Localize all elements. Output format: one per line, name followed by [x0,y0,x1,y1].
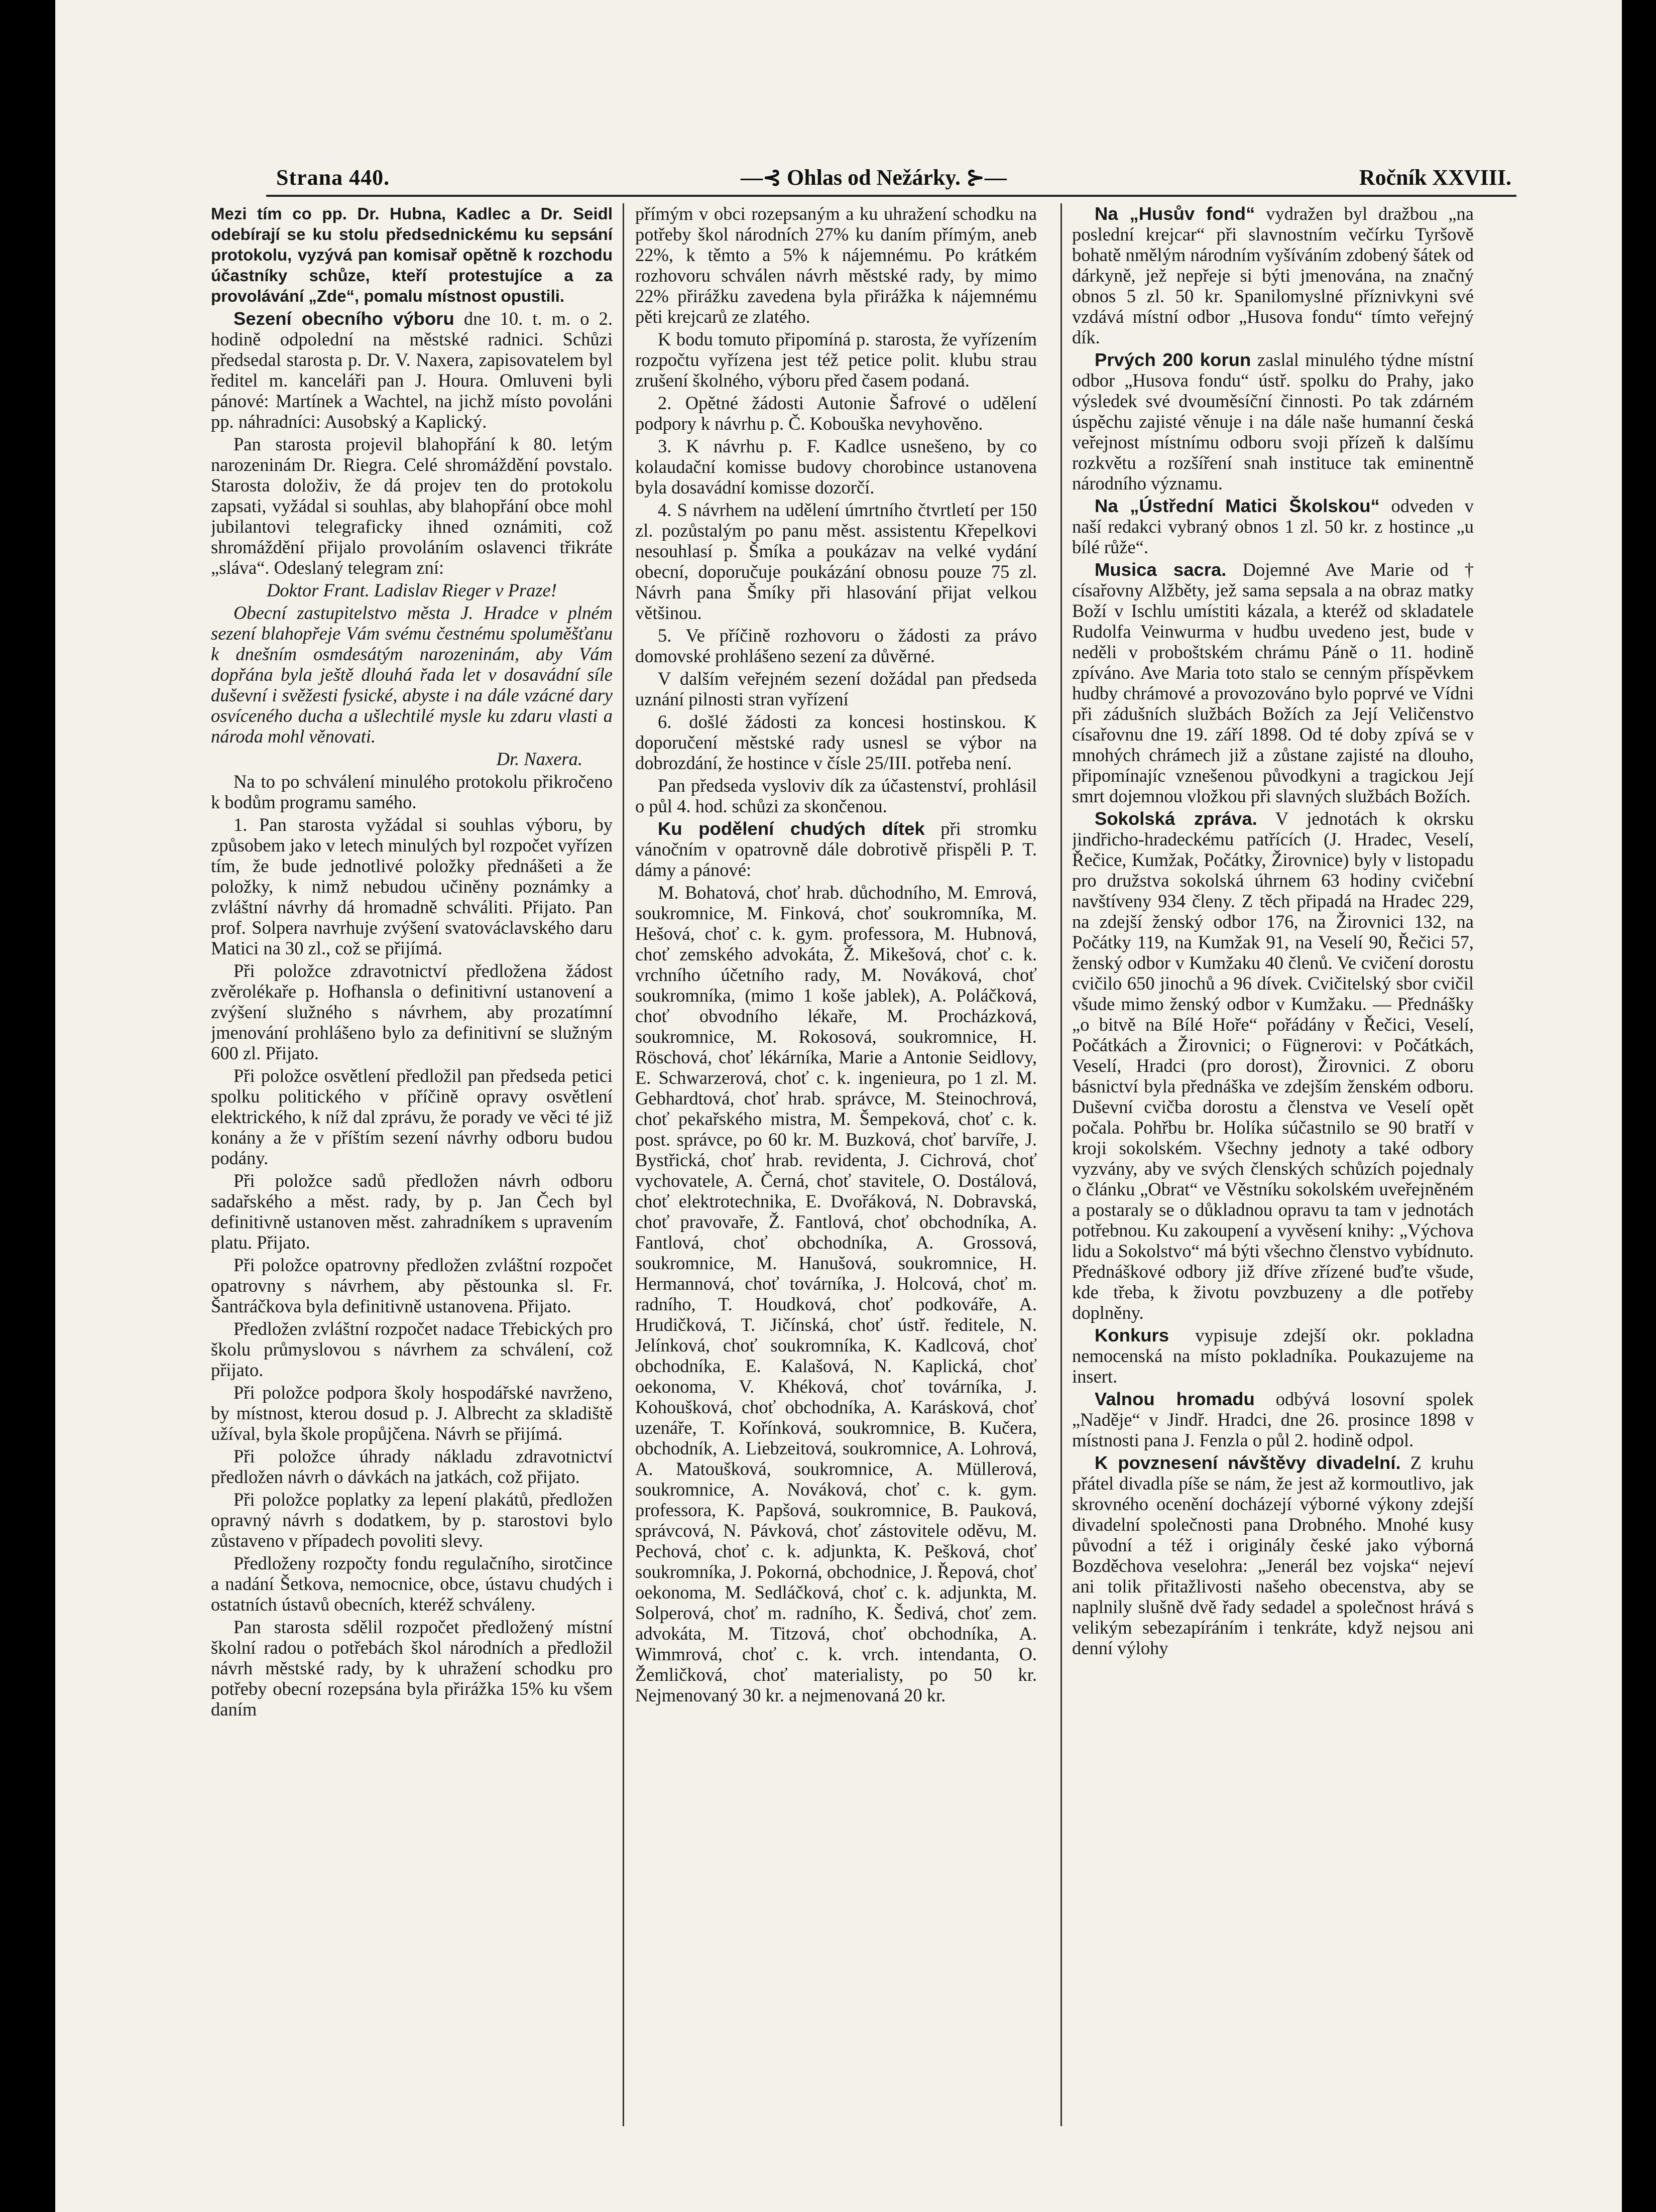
telegram-body: Obecní zastupitelstvo města J. Hradce v plném sezení blahopřeje Vám svému čestnému spoluměšťanu k dnešním osmdesátým narozeninám, aby Vám dopřána byla ještě dlouhá řada let v dosavádní síle duševní i svěžesti fysické, abyste i na dále vzácné dary osvíceného ducha a ušlechtilé mysle ku zdaru vlasti a národa mohl věnovati. [211,602,613,747]
article-text: zaslal minulého týdne místní odbor „Husova fondu“ ústř. spolku do Prahy, jako výsledek své dvouměsíční činnosti. Po tak zdárném úspěchu zajisté věnuje i na dále naše humanní česká veřejnost místnímu odboru svoji přízeň k dalšímu rozkvětu a rozšíření snah instituce tak eminentně národního významu. [1072,349,1474,494]
article-text: odveden v naší redakci vybraný obnos 1 zl. 50 kr. z hostince „u bílé růže“. [1072,496,1474,557]
article-musica-sacra [1072,559,1474,806]
article-hus-fund [1072,203,1474,347]
article-paragraph: Předloženy rozpočty fondu regulačního, sirotčince a nadání Šetkova, nemocnice, obce, ústavu chudých i ostatních ústavů obecních, kteréž schváleny. [211,1553,613,1615]
newspaper-title: —⊰ Ohlas od Nežárky. ⊱— [741,165,1007,190]
article-heading: Sokolská zpráva. [1095,808,1257,829]
article-paragraph: V dalším veřejném sezení dožádal pan předseda uznání pilnosti stran vyřízení [635,668,1037,709]
article-paragraph: Při položce sadů předložen návrh odboru sadařského a měst. rady, by p. Jan Čech byl definitivně ustanoven měst. zahradníkem s upravením platu. Přijato. [211,1170,613,1253]
article-heading: Ku podělení chudých dítek [658,818,925,839]
article-council-session [211,308,613,432]
article-general-meeting [1072,1389,1474,1450]
article-heading: Valnou hromadu [1095,1389,1255,1409]
article-text: při stromku vánočním v opatrovně dále dobrotivě přispěli P. T. dámy a pánové: [635,818,1037,880]
article-paragraph: Při položce zdravotnictví předložena žádost zvěrolékaře p. Hofhansla o definitivní ustanovení a zvýšení služného s návrhem, aby prozatímní jmenování prohlášeno bylo za definitivní se služným 600 zl. Přijato. [211,960,613,1063]
telegram-signature: Dr. Naxera. [496,749,582,769]
article-text: Z kruhu přátel divadla píše se nám, že jest až kormoutlivo, jak skrovného ocenění docházejí výborné výkony zdejší divadelní společnosti pana Drobného. Mnohé kusy původní a též i originály české jako výborná Bozděchova veselohra: „Jenerál bez vojska“ nejeví ani tolik přitažlivosti našeho obecenstva, aby se naplnily slušně dvě řady sedadel a společnost hrává s velikým sebezapíráním i tenkráte, když nejsou ani denní výlohy [1072,1452,1474,1658]
volume-number: Ročník XXVIII. [1359,165,1511,190]
article-heading: Prvých 200 korun [1095,349,1251,370]
article-heading: Konkurs [1095,1325,1169,1345]
column-1 [211,203,613,2131]
article-heading: Musica sacra. [1095,559,1227,580]
column-2 [635,203,1037,2131]
article-matice [1072,496,1474,557]
article-paragraph: Pan starosta projevil blahopřání k 80. letým narozeninám Dr. Riegra. Celé shromáždění povstalo. Starosta doloživ, že dá projev ten do protokolu zapsati, vyžádal si souhlas, aby blahopřání obce mohl jubilantovi telegraficky ihned oznámiti, což shromáždění přijalo provoláním oslavenci třikráte „sláva“. Odeslaný telegram zní: [211,434,613,578]
article-paragraph: Při položce úhrady nákladu zdravotnictví předložen návrh o dávkách na jatkách, což přijato. [211,1446,613,1487]
article-text: vydražen byl dražbou „na poslední krejcar“ při slavnostním večírku Tyršově bohatě nmělým národním vyšíváním zdobený šátek od dárkyně, jež nepřeje si býti jmenována, na značný obnos 5 zl. 50 kr. Spanilomyslné příznivkyni své vzdává místní odbor „Husova fondu“ tímto veřejný dík. [1072,203,1474,347]
article-first-200 [1072,349,1474,494]
article-paragraph: Při položce osvětlení předložil pan předseda petici spolku politického v příčině opravy osvětlení elektrického, k níž dal zprávu, že porady ve věci té již konány a že v příštím sezení návrhy odboru budou podány. [211,1065,613,1168]
article-paragraph: Při položce podpora školy hospodářské navrženo, by místnost, kterou dosud p. J. Albrecht za skladiště užíval, byla škole propůjčena. Návrh se přijímá. [211,1382,613,1444]
article-paragraph: 3. K návrhu p. F. Kadlce usnešeno, by co kolaudační komisse budovy chorobince ustanovena byla dosavádní komisse dozorčí. [635,436,1037,498]
page-header [216,160,1531,195]
article-theatre [1072,1452,1474,1658]
article-paragraph: Pan předseda vysloviv dík za účastenství, prohlásil o půl 4. hod. schůzi za skončenou. [635,775,1037,816]
article-paragraph: Předložen zvláštní rozpočet nadace Třebických pro školu průmyslovou s návrhem za schválení, což přijato. [211,1318,613,1380]
article-text: odbývá losovní spolek „Naděje“ v Jindř. Hradci, dne 26. prosince 1898 v místnosti pana J. Fenzla o půl 2. hodině odpol. [1072,1389,1474,1450]
article-heading: Na „Husův fond“ [1095,203,1255,224]
article-poor-children [635,818,1037,880]
article-paragraph: 2. Opětné žádosti Autonie Šafrové o udělení podpory k návrhu p. Č. Kobouška nevyhověno. [635,393,1037,434]
article-paragraph: K bodu tomuto připomíná p. starosta, že vyřízením rozpočtu vyřízena jest též petice polit. klubu strau zrušení školného, výboru před časem podaná. [635,329,1037,391]
page-number: Strana 440. [276,165,390,190]
article-sokol [1072,808,1474,1323]
article-paragraph: Na to po schválení minulého protokolu přikročeno k bodům programu samého. [211,771,613,812]
article-paragraph: Pan starosta sdělil rozpočet předložený místní školní radou o potřebách škol národních a předložil návrh městské rady, by k uhražení schodku pro potřeby obecní rozepsána byla přirážka 15% ku všem daním [211,1617,613,1719]
donor-list: M. Bohatová, choť hrab. důchodního, M. Emrová, soukromnice, M. Finková, choť soukromníka, M. Hešová, choť c. k. gym. professora, M. Hubnová, choť zemského advokáta, Ž. Mikešová, choť c. k. vrchního účetního rady, M. Nováková, choť soukromníka, (mimo 1 koše jablek), A. Poláčková, choť obvodního lékaře, M. Procházková, soukromnice, M. Rokosová, soukromnice, H. Röschová, choť lékárníka, Marie a Antonie Seidlovy, E. Schwarzerová, choť c. k. ingenieura, po 1 zl. M. Gebhardtová, choť hrab. správce, M. Steinochrová, choť pekařského mistra, M. Šempeková, choť c. k. post. správce, po 60 kr. M. Buzková, choť barvíře, J. Bystřická, choť hrab. revidenta, J. Cichrová, choť vychovatele, A. Černá, choť stavitele, O. Dostálová, choť elektrotechnika, E. Dvořáková, N. Dobravská, choť pravovaře, Ž. Fantlová, choť obchodníka, A. Fantlová, choť obchodníka, A. Grossová, soukromnice, M. Hanušová, soukromnice, H. Hermannová, choť továrníka, J. Holcová, choť m. radního, T. Houdková, choť podkováře, A. Hrudičková, T. Jičínská, choť ústř. ředitele, N. Jelínková, choť soukromníka, K. Kadlcová, choť obchodníka, E. Kalašová, N. Kaplická, choť oekonoma, V. Khéková, choť továrníka, J. Kohoušková, choť obchodníka, A. Karásková, choť uzenáře, T. Kořínková, soukromnice, B. Kučera, obchodník, A. Liebzeitová, soukromnice, A. Lohrová, A. Matoušková, soukromnice, A. Müllerová, soukromnice, A. Nováková, choť c. k. gym. professora, K. Papšová, soukromnice, B. Pauková, správcová, N. Pávková, choť zástovitele oděvu, M. Pechová, choť c. k. adjunkta, K. Pešková, choť soukromníka, J. Pokorná, obchodnice, J. Řepová, choť oekonoma, M. Sedláčková, choť c. k. adjunkta, M. Solperová, choť m. radního, K. Šedivá, choť zem. advokáta, M. Titzová, choť obchodníka, A. Wimmrová, choť c. k. vrch. intendanta, O. Žemličková, choť materialisty, po 50 kr. Nejmenovaný 30 kr. a nejmenovaná 20 kr. [635,882,1037,1705]
telegram-address: Doktor Frant. Ladislav Rieger v Praze! [267,580,557,600]
column-divider-2 [1060,203,1062,2126]
article-text: dne 10. t. m. o 2. hodině odpolední na městské radnici. Schůzi předsedal starosta p. Dr. V. Naxera, zapisovatelem byl ředitel m. kanceláři pan J. Houra. Omluveni byli pánové: Martínek a Wachtel, na jichž místo povoláni pp. náhradníci: Ausobský a Kaplický. [211,308,613,432]
article-paragraph: 5. Ve příčině rozhovoru o žádosti za právo domovské prohlášeno sezení za důvěrné. [635,625,1037,666]
article-paragraph: Při položce opatrovny předložen zvláštní rozpočet opatrovny s návrhem, aby pěstounka sl. Fr. Šantráčkova byla definitivně ustanovena. Přijato. [211,1255,613,1316]
article-heading: K povznesení návštěvy divadelní. [1095,1452,1401,1473]
column-3 [1072,203,1474,2131]
article-text: V jednotách k okrsku jindřicho-hradeckému patřících (J. Hradec, Veselí, Řečice, Kumžak, Počátky, Žirovnice) byly v listopadu pro družstva sokolská úhrnem 63 hodiny cvičební navštíveny 934 členy. Z těch připadá na Hradec 229, na zdejší ženský odbor 176, na Žirovnici 132, na Počátky 119, na Kumžak 91, na Veselí 90, Řečici 57, ženský odbor v Kumžaku 40 členů. Ve cvičení dorostu cvičilo 650 jinochů a 96 dívek. Cvičitelský sbor cvičil všude mimo ženský odbor v Kumžaku. — Přednášky „o bitvě na Bílé Hoře“ pořádány v Řečici, Veselí, Počátkách a Žirovnici; o Fügnerovi: v Počátkách, Veselí, Hradci (pro dorost), Žirovnici. Z oboru básnictví byla přednáška ve zdejším ženském odboru. Duševní cvičba dorostu a členstva ve Veselí opět počala. Pohřbu br. Holíka súčastnilo se 90 bratří v kroji sokolském. Všechny jednoty a také odbory vyzvány, aby ve svých členských schůzích pojednaly o článku „Obrat“ ve Věstníku sokolském uveřejněném a postaraly se o důkladnou opravu ta tam v jednotách potřebnou. Ku zakoupení a vyvěsení knihy: „Výchova lidu a Sokolstvo“ má býti všechno členstvo vybídnuto. Přednáškové odbory již dříve zřízené buďte všude, kde třeba, k životu povzbuzeny a dle potřeby doplněny. [1072,808,1474,1323]
article-heading: Sezení obecního výboru [233,308,454,329]
article-konkurs [1072,1325,1474,1387]
header-rule [266,195,1516,197]
article-paragraph: 1. Pan starosta vyžádal si souhlas výboru, by způsobem jako v letech minulých byl rozpočet vyřízen tím, že bude jednotlivé položky přednášeti a že položky, k nimž nebudou učiněny poznámky a zvláštní návrhy dá hromadně schváliti. Přijato. Pan prof. Solpera navrhuje zvýšení svatováclavského daru Matici na 30 zl., což se přijímá. [211,814,613,958]
article-paragraph: 6. došlé žádosti za koncesi hostinskou. K doporučení městské rady usnesl se výbor na dobrozdání, že hostince v čísle 25/III. potřeba není. [635,711,1037,773]
article-heading: Na „Ústřední Matici Školskou“ [1095,496,1380,516]
article-text: Dojemné Ave Marie od † císařovny Alžběty, jež sama sepsala a na obraz matky Boží v Ischlu umístiti kázala, a kteréž od skladatele Rudolfa Veinwurma v hudbu uvedeno jest, bude v neděli v proboštském chrámu Páně o 11. hodině zpíváno. Ave Maria toto stalo se cenným příspěvkem hudby chrámové a provozováno bylo poprvé ve Vídni při zádušních službách Božích za Její Veličenstvo císařovnu dne 19. září 1898. Od té doby zpívá se v mnohých chrámech již a zůstane zajisté na dlouho, připomínajíc vznešenou původkyni a tragickou Její smrt dojemnou vložkou při slavných službách Božích. [1072,559,1474,806]
article-text: vypisuje zdejší okr. pokladna nemocenská na místo pokladníka. Poukazujeme na insert. [1072,1325,1474,1387]
article-paragraph: Mezi tím co pp. Dr. Hubna, Kadlec a Dr. Seidl odebírají se ku stolu předsednickému ku sepsání protokolu, vyzývá pan komisař opětně k rozchodu účastníky schůze, kteří protestujíce a za provolávání „Zde“, pomalu místnost opustili. [211,204,613,305]
article-paragraph: přímým v obci rozepsaným a ku uhražení schodku na potřeby škol národních 27% ku daním přímým, aneb 22%, k těmto a 5% k nájemnému. Po krátkém rozhovoru schválen návrh městské rady, by mimo 22% přirážku zavedena byla přirážka k nájemnému pěti krejcarů ze zlatého. [635,203,1037,327]
column-divider-1 [623,203,624,2126]
article-paragraph: Při položce poplatky za lepení plakátů, předložen opravný návrh s dodatkem, by p. starostovi bylo zůstaveno v případech povoliti slevy. [211,1489,613,1551]
article-paragraph: 4. S návrhem na udělení úmrtního čtvrtletí per 150 zl. pozůstalým po panu měst. assistentu Křepelkovi nesouhlasí p. Šmíka a poukázav na velké vydání obecní, doporučuje poukázání obnosu pouze 75 zl. Návrh pana Šmíky při hlasování přijat velkou většinou. [635,500,1037,623]
